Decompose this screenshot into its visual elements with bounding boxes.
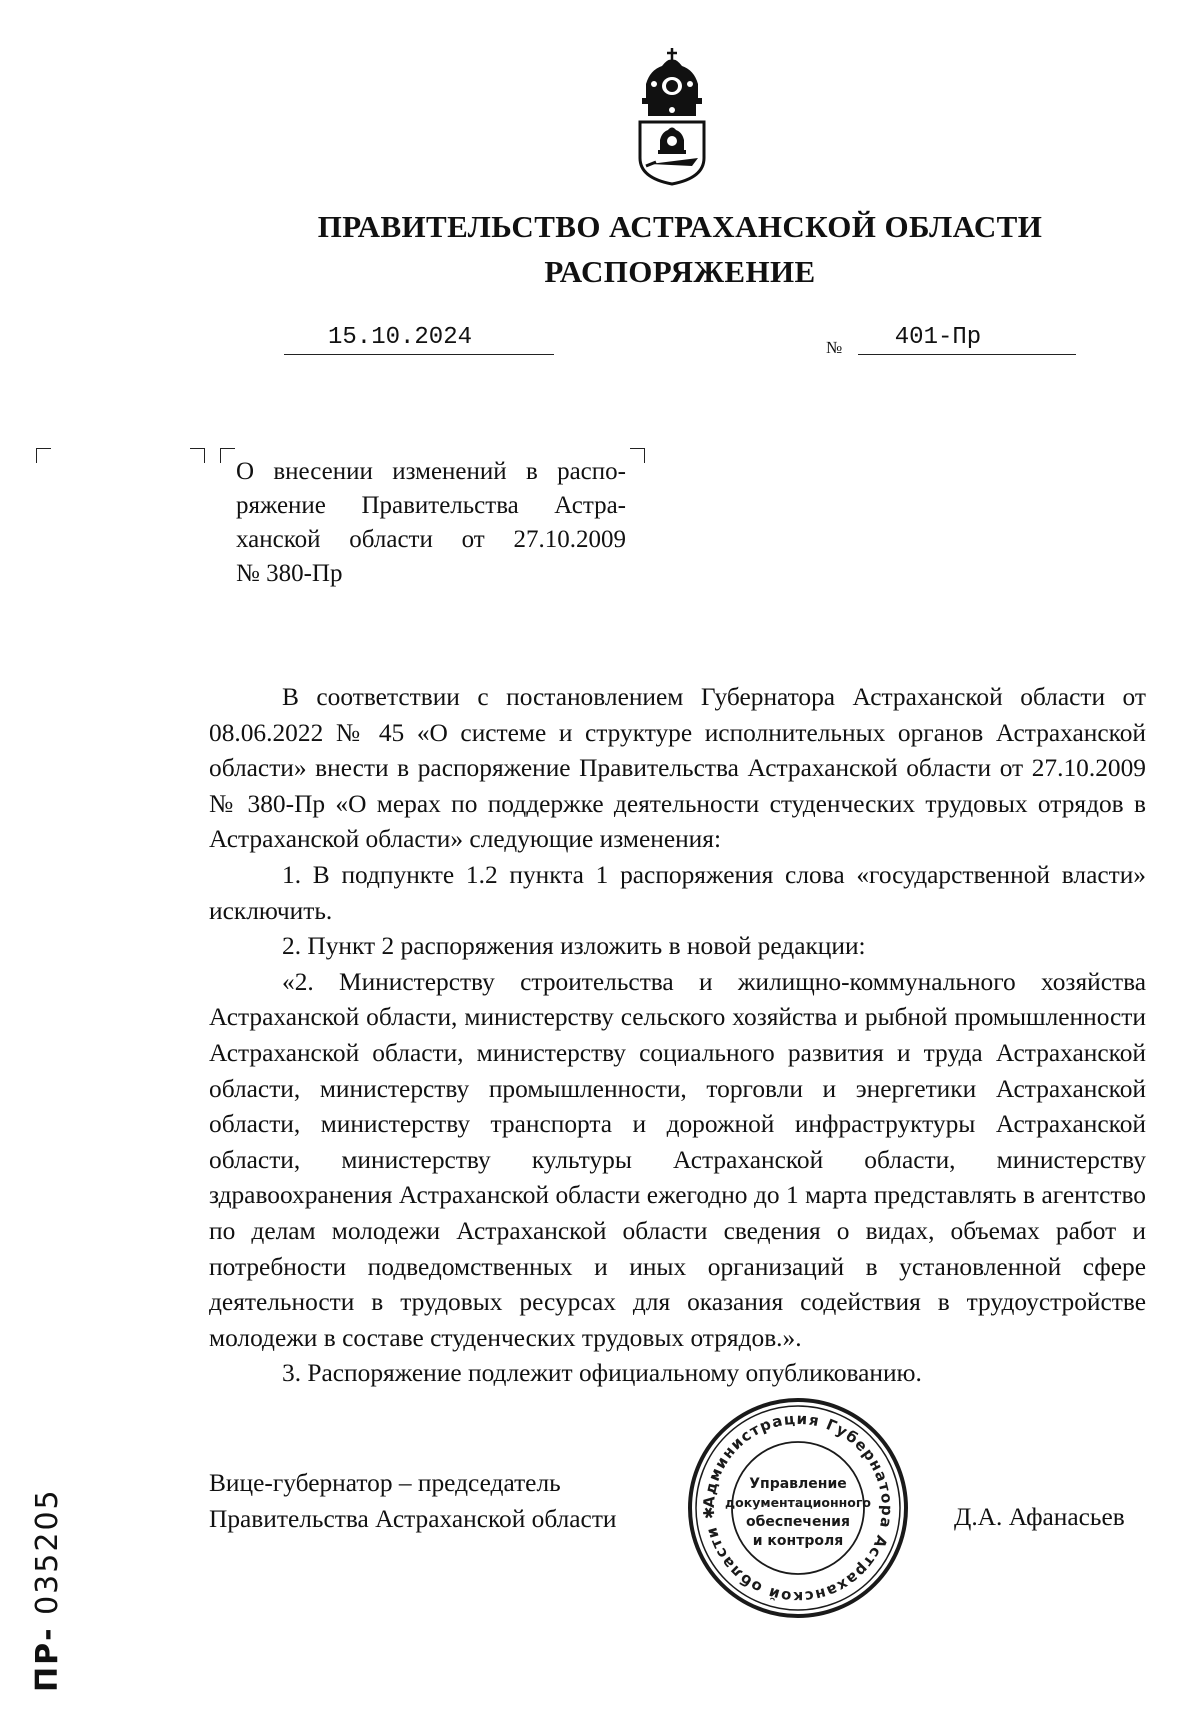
corner-mark [220,448,235,463]
signer-position [209,1465,617,1537]
number-sign: № [826,338,843,357]
stamp-center-line: обеспечения [746,1514,850,1530]
corner-mark [190,448,205,463]
organization-title: ПРАВИТЕЛЬСТВО АСТРАХАНСКОЙ ОБЛАСТИ [317,209,1043,244]
body-paragraph: 2. Пункт 2 распоряжения изложить в новой редакции: [282,932,866,961]
stamp-center-line: и контроля [752,1533,844,1549]
body-paragraph: «2. Министерству строительства и жилищно-коммунального хозяйства Астраханской области, министерству сельского хозяйства и рыбной промышленности Астраханской области, министерству социального развития и труда Астраханской области, министерству промышленности, торговли и энергетики Астраханской области, министерству транспорта и дорожной инфраструктуры Астраханской области, министерству культуры Астраханской области, министерству здравоохранения Астраханской области ежегодно до 1 марта представлять в агентство по делам молодежи Астраханской области сведения о видах, объемах работ и потребности подведомственных и иных организаций в установленной сфере деятельности в трудовых ресурсах для оказания содействия в трудоустройстве молодежи в составе студенческих трудовых отрядов.». [209,967,1146,1352]
registration-number [30,1488,82,1692]
official-stamp [686,1396,910,1620]
subject-line: ханской области от 27.10.2009 [236,526,626,553]
document-type: РАСПОРЯЖЕНИЕ [544,254,816,289]
document-header [0,204,1200,294]
subject-line: О внесении изменений в распо- [236,458,626,485]
document-number: 401-Пр [894,324,982,351]
stamp-center-line: Управление [749,1476,847,1492]
subject-line: № 380-Пр [236,560,343,587]
stamp-center-line: документационного [725,1495,871,1510]
signer-position-line: Правительства Астраханской области [209,1505,617,1533]
stamp-ring-text: Администрация Губернатора Астраханской области ✱ [699,1409,897,1607]
document-date: 15.10.2024 [327,324,473,351]
body-paragraph: 1. В подпункте 1.2 пункта 1 распоряжения слова «государственной власти» исключить. [209,860,1146,925]
registration-digits: 035205 [30,1488,65,1615]
body-paragraph: 3. Распоряжение подлежит официальному опубликованию. [282,1359,922,1388]
registration-prefix: ПР- [30,1626,65,1692]
coat-of-arms-icon [632,46,712,186]
signer-name: Д.А. Афанасьев [954,1503,1125,1531]
signer-position-line: Вице-губернатор – председатель [209,1469,561,1497]
document-subject [236,455,626,591]
body-paragraph: В соответствии с постановлением Губернатора Астраханской области от 08.06.2022 № 45 «О системе и структуре исполнительных органов Астраханской области» внести в распоряжение Правительства Астраханской области от 27.10.2009 № 380-Пр «О мерах по поддержке деятельности студенческих трудовых отрядов в Астраханской области» следующие изменения: [209,683,1146,854]
document-body [209,680,1146,1392]
corner-mark [630,448,645,463]
subject-line: ряжение Правительства Астра- [236,492,626,519]
corner-mark [36,448,51,463]
